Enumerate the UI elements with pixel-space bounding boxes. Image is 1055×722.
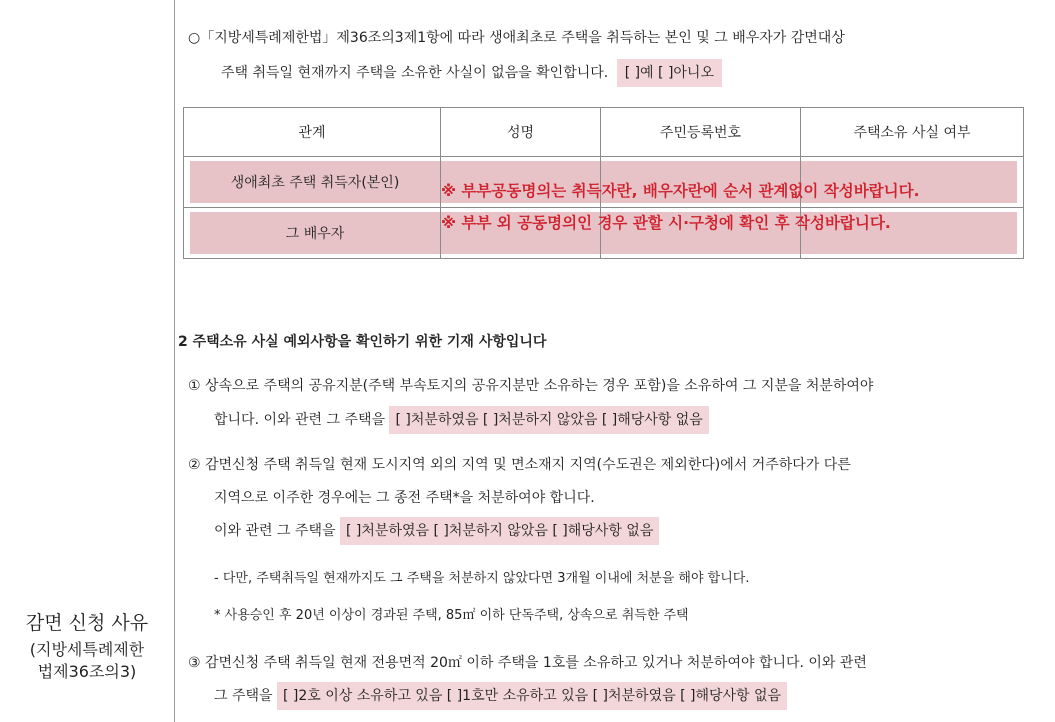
item2-line-2: 지역으로 이주한 경우에는 그 종전 주택*을 처분하여야 합니다. (214, 490, 595, 506)
header-name: 성명 (441, 108, 601, 157)
item2-line-3 (214, 520, 659, 540)
item3-line-2 (214, 685, 787, 705)
intro-line-2-text: 주택 취득일 현재까지 주택을 소유한 사실이 없음을 확인합니다. (221, 65, 609, 81)
header-relation: 관계 (184, 108, 441, 157)
item3-line-1: ③ 감면신청 주택 취득일 현재 전용면적 20㎡ 이하 주택을 1호를 소유하고 있거나 처분하여야 합니다. 이와 관련 (188, 655, 867, 671)
relation-cell-spouse: 그 배우자 (190, 212, 440, 254)
item1-options[interactable]: [ ]처분하였음 [ ]처분하지 않았음 [ ]해당사항 없음 (389, 406, 708, 434)
relation-cell-self: 생애최초 주택 취득자(본인) (190, 161, 440, 203)
side-label-line-1: 감면 신청 사유 (25, 612, 149, 634)
item1-line-2 (214, 409, 709, 429)
item2-note: - 다만, 주택취득일 현재까지도 그 주택을 처분하지 않았다면 3개월 이내에 처분을 해야 합니다. (214, 571, 750, 586)
column-divider (174, 0, 175, 722)
header-resident-number: 주민등록번호 (601, 108, 801, 157)
item2-footnote: * 사용승인 후 20년 이상이 경과된 주택, 85㎡ 이하 단독주택, 상속으로 취득한 주택 (214, 608, 689, 623)
section-title: 2 주택소유 사실 예외사항을 확인하기 위한 기재 사항입니다 (178, 334, 547, 350)
header-ownership: 주택소유 사실 여부 (801, 108, 1024, 157)
other-joint-ownership-note: ※ 부부 외 공동명의인 경우 관할 시·구청에 확인 후 작성바랍니다. (441, 214, 891, 232)
joint-ownership-note: ※ 부부공동명의는 취득자란, 배우자란에 순서 관계없이 작성바랍니다. (441, 182, 920, 200)
side-label-line-2: (지방세특례제한 (29, 640, 145, 659)
side-label-line-3: 법제36조의3) (37, 662, 137, 681)
item2-options[interactable]: [ ]처분하였음 [ ]처분하지 않았음 [ ]해당사항 없음 (340, 517, 659, 545)
item2-line-3-text: 이와 관련 그 주택을 (214, 523, 336, 539)
item1-line-1: ① 상속으로 주택의 공유지분(주택 부속토지의 공유지분만 소유하는 경우 포함)을 소유하여 그 지분을 처분하여야 (188, 378, 874, 394)
item3-options[interactable]: [ ]2호 이상 소유하고 있음 [ ]1호만 소유하고 있음 [ ]처분하였음 [ ]해당사항 없음 (277, 682, 787, 710)
table-header-row (184, 108, 1024, 157)
confirm-checkbox-options[interactable]: [ ]예 [ ]아니오 (617, 59, 722, 87)
intro-line-2 (221, 62, 722, 82)
intro-line-1: ○「지방세특례제한법」제36조의3제1항에 따라 생애최초로 주택을 취득하는 본인 및 그 배우자가 감면대상 (188, 30, 845, 46)
item2-line-1: ② 감면신청 주택 취득일 현재 도시지역 외의 지역 및 면소재지 지역(수도권은 제외한다)에서 거주하다가 다른 (188, 457, 851, 473)
item3-line-2-text: 그 주택을 (214, 688, 273, 704)
item1-line-2-text: 합니다. 이와 관련 그 주택을 (214, 412, 386, 428)
